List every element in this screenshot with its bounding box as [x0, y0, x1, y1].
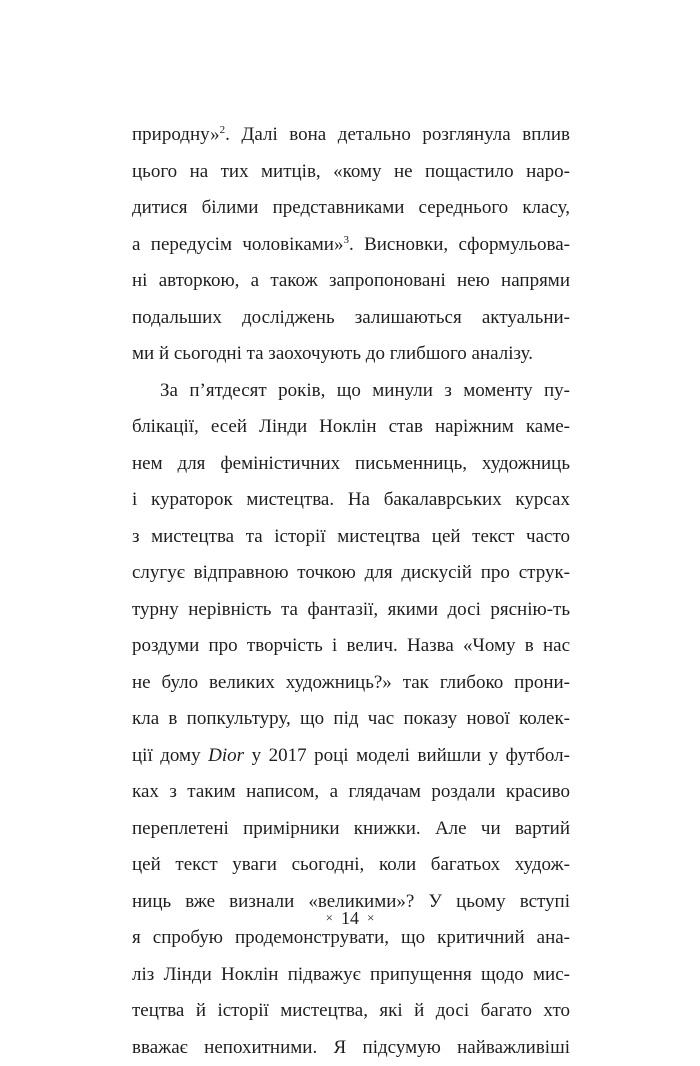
text-line: За п’ятдесят років, що минули з моменту пу- — [132, 373, 570, 410]
text-line: дитися білими представниками середнього класу, — [132, 190, 570, 227]
text-line: а передусім чоловіками»$^3$. Висновки, сформульова- — [132, 227, 570, 264]
text-line: турну нерівність та фантазії, якими досі ряснію-ть — [132, 592, 570, 629]
text-line: і кураторок мистецтва. На бакалаврських курсах — [132, 482, 570, 519]
text-line: кла в попкультуру, що під час показу нової колек- — [132, 701, 570, 738]
text-line: цього на тих митців, «кому не пощастило наро- — [132, 154, 570, 191]
text-line: блікації, есей Лінди Ноклін став наріжним каме- — [132, 409, 570, 446]
text-line: я спробую продемонструвати, що критичний ана- — [132, 920, 570, 957]
text-line: цей текст уваги сьогодні, коли багатьох худож- — [132, 847, 570, 884]
text-line: ні авторкою, а також запропоновані нею напрями — [132, 263, 570, 300]
text-line: подальших досліджень залишаються актуальни- — [132, 300, 570, 337]
text-line: ках з таким написом, а глядачам роздали красиво — [132, 774, 570, 811]
footnote-marker: 3 — [343, 234, 349, 246]
text-line: вважає непохитними. Я підсумую найважливіші — [132, 1030, 570, 1066]
footer-ornament-left: × — [318, 910, 341, 925]
text-line: ції дому Dior у 2017 році моделі вийшли у футбол- — [132, 738, 570, 775]
text-line: тецтва й історії мистецтва, які й досі багато хто — [132, 993, 570, 1030]
page-footer — [0, 906, 700, 930]
footnote-marker: 2 — [220, 124, 226, 136]
paragraph — [132, 373, 570, 1066]
text-line: нем для феміністичних письменниць, художниць — [132, 446, 570, 483]
text-line: ниць вже визнали «великими»? У цьому вступі — [132, 884, 570, 921]
brand-name: Dior — [208, 745, 244, 766]
text-line: слугує відправною точкою для дискусій про струк- — [132, 555, 570, 592]
footer-ornament-right: × — [359, 910, 382, 925]
text-line: переплетені примірники книжки. Але чи вартий — [132, 811, 570, 848]
paragraph — [132, 117, 570, 373]
text-line: не було великих художниць?» так глибоко прони- — [132, 665, 570, 702]
text-line: природну»$^2$. Далі вона детально розглянула вплив — [132, 117, 570, 154]
text-line: з мистецтва та історії мистецтва цей текст часто — [132, 519, 570, 556]
text-line: ми й сьогодні та заохочують до глибшого аналізу. — [132, 336, 570, 373]
text-line: роздуми про творчість і велич. Назва «Чому в нас — [132, 628, 570, 665]
text-line: ліз Лінди Ноклін підважує припущення щодо мис- — [132, 957, 570, 994]
page-number: 14 — [341, 908, 359, 928]
